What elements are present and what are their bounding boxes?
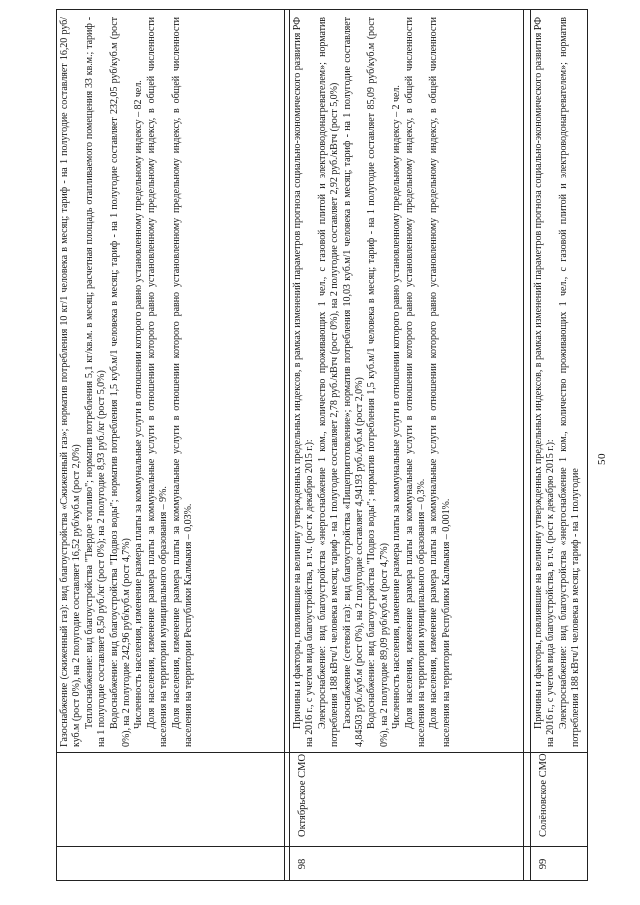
paragraph: Причины и факторы, повлиявшие на величину утвержденных предельных индексов, в рамках изменений параметров прогноза социально-экономического развития РФ на 2016 г., с учетом вида благоустройства, в т.ч. (рост к декабрю 2015 г.):	[533, 17, 557, 747]
table-column-divider	[57, 752, 587, 753]
paragraph: Доля населения, изменение размера платы за коммунальные услуги в отношении которого равно установленному предельному индексу, в общей численности населения на территории муниципального образования – 0,3%.	[403, 17, 428, 747]
paragraph: Причины и факторы, повлиявшие на величину утвержденных предельных индексов, в рамках изменений параметров прогноза социально-экономического развития РФ на 2016 г., с учетом вида благоустройства, в т.ч. (рост к декабрю 2015 г.):	[292, 17, 316, 747]
table-row	[292, 17, 453, 747]
municipality-name: Октябрьское СМО	[297, 753, 308, 837]
table-column-divider	[57, 846, 587, 847]
table-row	[59, 17, 195, 747]
paragraph: Теплоснабжение: вид благоустройства "Твердое топливо"; норматив потребления 5,1 кг/кв.м. в месяц; расчетная площадь отапливаемого помещения 33 кв.м.; тариф - на 1 полугодие составляет 8,50 руб./кг (рост 0%); на 2 полугодие 8,93 руб./кг (рост 5,0%)	[83, 17, 108, 747]
paragraph: Газоснабжение (сетевой газ): вид благоустройства «Пищеприготовление»; норматив потребления 10,03 куб.м/1 человека в месяц; тариф - на 1 полугодие составляет 4,84503 руб./куб.м (рост 0%), на 2 полугодие составляет 4,94193 руб./куб.м (рост 2,0%)	[341, 17, 366, 747]
paragraph: Водоснабжение: вид благоустройства "Подвоз воды"; норматив потребления 1,5 куб.м/1 человека в месяц; тариф - на 1 полугодие составляет 85,09 руб/куб.м (рост 0%), на 2 полугодие 89,09 руб/куб.м (рост 4,7%)	[366, 17, 390, 747]
row-divider	[530, 9, 531, 881]
paragraph: Доля населения, изменение размера платы за коммунальные услуги в отношении которого равно установленному предельному индексу, в общей численности населения на территории муниципального образования – 9%.	[145, 17, 170, 747]
page-number: 50	[596, 453, 608, 465]
table-row	[533, 17, 583, 747]
municipality-name: Солёновское СМО	[538, 753, 549, 837]
row-divider	[289, 9, 290, 881]
paragraph: Доля населения, изменение размера платы за коммунальные услуги в отношении которого равно установленному предельному индексу, в общей численности населения на территории Республики Калмыкия – 0,001%.	[428, 17, 452, 747]
table-border-right	[57, 9, 587, 10]
paragraph: Водоснабжение: вид благоустройства "Подвоз воды"; норматив потребления 1,5 куб.м/1 человека в месяц; тариф - на 1 полугодие составляет 232,05 руб/куб.м (рост 0%), на 2 полугодие 242,96 руб/куб.м (рост 4,7%)	[108, 17, 133, 747]
data-table	[56, 9, 588, 881]
paragraph: Доля населения, изменение размера платы за коммунальные услуги в отношении которого равно установленному предельному индексу, в общей численности населения на территории Республики Калмыкия – 0,03%.	[170, 17, 195, 747]
row-number: 99	[538, 858, 549, 870]
paragraph: Электроснабжение: вид благоустройства «энергоснабжение 1 ком., количество проживающих 1 чел., с газовой плитой и электроводонагревателем»; норматив потребления 188 кВтч/1 человека в месяц; тариф - на 1 полугодие	[557, 17, 582, 747]
paragraph: Численность населения, изменение размера платы за коммунальные услуги в отношении которого равно установленному предельному индексу – 82 чел.	[133, 80, 145, 729]
row-number: 98	[297, 858, 308, 870]
paragraph: Численность населения, изменение размера платы за коммунальные услуги в отношении которого равно установленному предельному индексу – 2 чел.	[391, 85, 403, 729]
table-border-left	[57, 880, 587, 881]
row-divider	[284, 9, 285, 881]
paragraph: Газоснабжение (сжиженный газ): вид благоустройства «Сжиженный газ»; норматив потребления 10 кг/1 человека в месяц; тариф - на 1 полугодие составляет 16,20 руб/куб.м (рост 0%), на 2 полугодие составляет 16,52 руб/куб.м (рост 2,0%)	[59, 17, 83, 747]
row-divider	[523, 9, 524, 881]
paragraph: Электроснабжение: вид благоустройства «энергоснабжение 1 ком., количество проживающих 1 чел., с газовой плитой и электроводонагревателем»; норматив потребления 188 кВтч/1 человека в месяц; тариф - на 1 полугодие составляет 2,78 руб./кВтч (рост 0%), на 2 полугодие составляет 2,92 руб./кВтч (рост 5,0%)	[316, 17, 341, 747]
